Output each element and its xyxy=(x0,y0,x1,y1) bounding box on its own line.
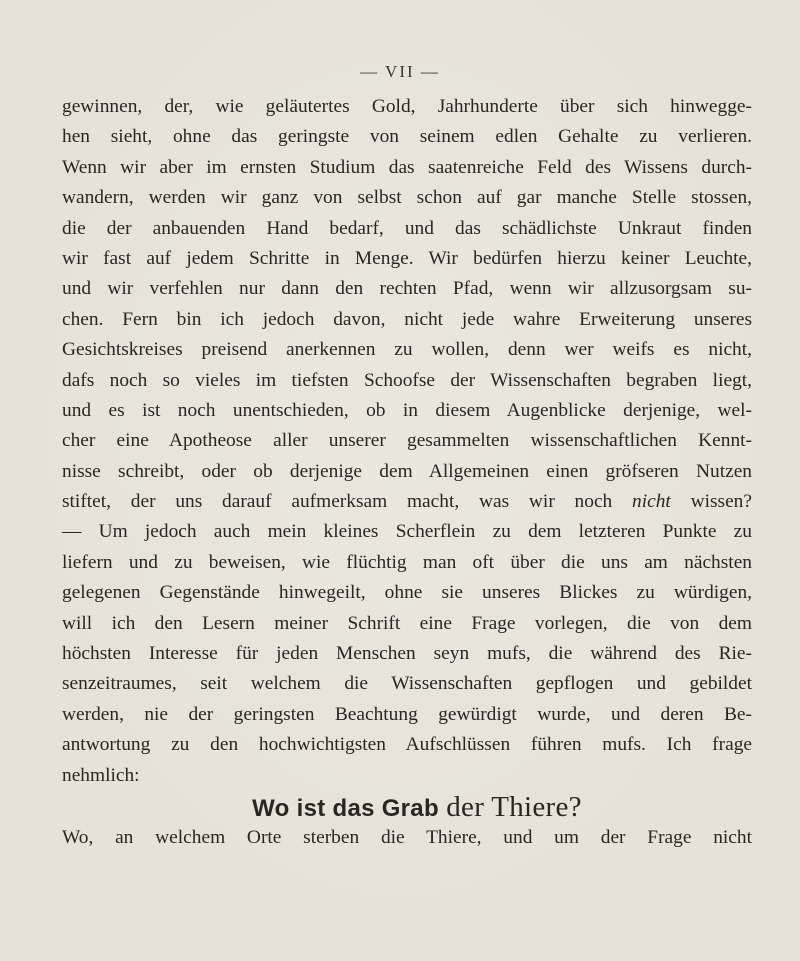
text-line: werden, nie der geringsten Beachtung gewürdigt wurde, und deren Be- xyxy=(62,703,752,725)
text-line: gelegenen Gegenstände hinwegeilt, ohne sie unseres Blickes zu würdigen, xyxy=(62,582,752,604)
page-body-text xyxy=(62,92,752,853)
text-line: dafs noch so vieles im tiefsten Schoofse der Wissenschaften begraben liegt, xyxy=(62,369,752,391)
text-line: die der anbauenden Hand bedarf, und das schädlichste Unkraut finden xyxy=(62,217,752,239)
text-line: senzeitraumes, seit welchem die Wissenschaften gepflogen und gebildet xyxy=(62,673,752,695)
text-line: und es ist noch unentschieden, ob in diesem Augenblicke derjenige, wel- xyxy=(62,399,752,421)
text-line: antwortung zu den hochwichtigsten Aufschlüssen führen mufs. Ich frage xyxy=(62,734,752,756)
text-line: nehmlich: xyxy=(62,764,140,786)
text-line: — Um jedoch auch mein kleines Scherflein zu dem letzteren Punkte zu xyxy=(62,521,752,543)
text-line: Gesichtskreises preisend anerkennen zu wollen, denn wer weifs es nicht, xyxy=(62,339,752,361)
text-line: Wenn wir aber im ernsten Studium das saatenreiche Feld des Wissens durch- xyxy=(62,156,752,178)
text-segment: stiftet, der uns darauf aufmerksam macht, was wir noch xyxy=(62,491,633,513)
text-line: und wir verfehlen nur dann den rechten Pfad, wenn wir allzusorgsam su- xyxy=(62,278,752,300)
text-line: chen. Fern bin ich jedoch davon, nicht jede wahre Erweiterung unseres xyxy=(62,308,752,330)
emphasized-word: nicht xyxy=(632,491,671,513)
heading-part: der Thiere? xyxy=(446,790,582,823)
text-line: gewinnen, der, wie geläutertes Gold, Jahrhunderte über sich hinwegge- xyxy=(62,96,752,117)
text-line: wir fast auf jedem Schritte in Menge. Wir bedürfen hierzu keiner Leuchte, xyxy=(62,247,752,269)
heading-part: Wo ist das Grab xyxy=(252,794,439,822)
text-line: höchsten Interesse für jeden Menschen seyn mufs, die während des Rie- xyxy=(62,643,752,665)
text-line: wandern, werden wir ganz von selbst schon auf gar manche Stelle stossen, xyxy=(62,187,752,209)
text-line: will ich den Lesern meiner Schrift eine Frage vorlegen, die von dem xyxy=(62,612,752,634)
text-line: Wo, an welchem Orte sterben die Thiere, und um der Frage nicht xyxy=(62,826,752,848)
text-line-with-emphasis xyxy=(62,487,752,517)
text-line: hen sieht, ohne das geringste von seinem edlen Gehalte zu verlieren. xyxy=(62,126,752,148)
text-line: cher eine Apotheose aller unserer gesammelten wissenschaftlichen Kennt- xyxy=(62,430,752,452)
text-segment: wissen? xyxy=(670,491,752,513)
question-heading xyxy=(62,789,752,825)
page-header-numeral: — VII — xyxy=(360,62,440,81)
text-line: liefern und zu beweisen, wie flüchtig man oft über die uns am nächsten xyxy=(62,551,752,573)
text-line: nisse schreibt, oder ob derjenige dem Allgemeinen einen gröfseren Nutzen xyxy=(62,460,752,482)
